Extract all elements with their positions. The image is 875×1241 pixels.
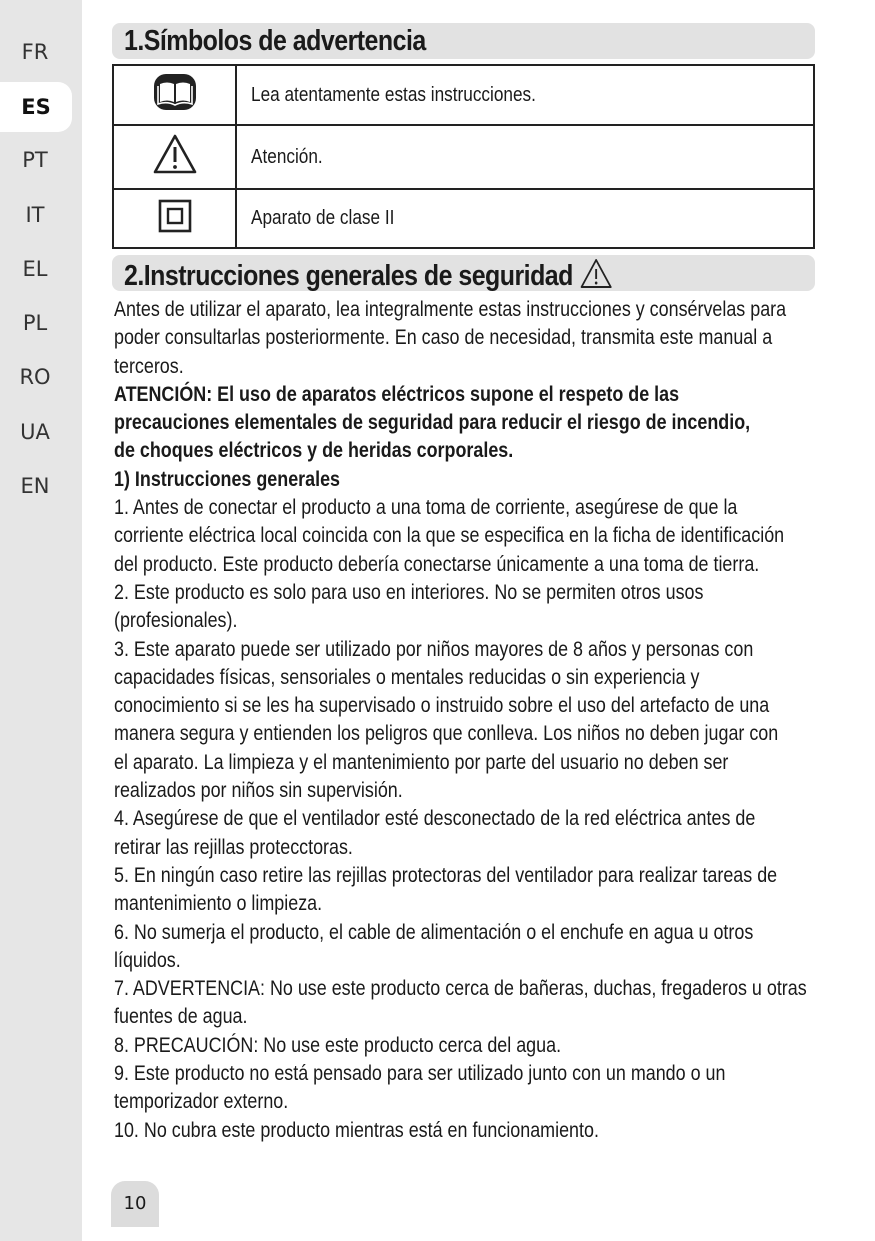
text-line: Antes de utilizar el aparato, lea integralmente estas instrucciones y consérvelas para bbox=[114, 298, 787, 321]
text-line: conocimiento si se les ha supervisado o instruido sobre el uso del artefacto de una bbox=[114, 694, 770, 718]
text-line: terceros. bbox=[114, 354, 184, 378]
text-line: 10. No cubra este producto mientras está en funcionamiento. bbox=[114, 1118, 599, 1142]
text-line: realizados por niños sin supervisión. bbox=[114, 779, 403, 803]
symbol-description: Aparato de clase II bbox=[236, 189, 814, 248]
lang-tab-it[interactable]: IT bbox=[25, 203, 45, 227]
lang-tab-pl[interactable]: PL bbox=[22, 311, 48, 335]
text-line: retirar las rejillas protecctoras. bbox=[114, 835, 353, 859]
text-line: 3. Este aparato puede ser utilizado por niños mayores de 8 años y personas con bbox=[114, 637, 754, 661]
bold-text-line: ATENCIÓN: El uso de aparatos eléctricos supone el respeto de las bbox=[114, 382, 680, 406]
lang-tab-fr[interactable]: FR bbox=[21, 40, 49, 64]
symbol-cell bbox=[113, 189, 236, 248]
text-line: temporizador externo. bbox=[114, 1090, 289, 1114]
safety-instructions-text bbox=[114, 296, 813, 1145]
text-line: 5. En ningún caso retire las rejillas protectoras del ventilador para realizar tareas de bbox=[114, 863, 778, 887]
text-line: 2. Este producto es solo para uso en interiores. No se permiten otros usos bbox=[114, 580, 704, 604]
class-ii-icon bbox=[158, 199, 192, 233]
bold-text-line: precauciones elementales de seguridad para reducir el riesgo de incendio, bbox=[114, 411, 751, 435]
lang-tab-ua[interactable]: UA bbox=[20, 420, 50, 444]
symbol-description: Lea atentamente estas instrucciones. bbox=[236, 65, 814, 125]
section-2-header bbox=[112, 255, 815, 291]
text-line: poder consultarlas posteriormente. En caso de necesidad, transmita este manual a bbox=[114, 326, 773, 350]
bold-text-line: de choques eléctricos y de heridas corporales. bbox=[114, 439, 514, 463]
warning-symbols-table bbox=[112, 64, 815, 249]
text-line: 1. Antes de conectar el producto a una toma de corriente, asegúrese de que la bbox=[114, 496, 738, 520]
table-row bbox=[113, 65, 814, 125]
text-line: 7. ADVERTENCIA: No use este producto cerca de bañeras, duchas, fregaderos u otras bbox=[114, 977, 807, 1001]
text-line: 8. PRECAUCIÓN: No use este producto cerca del agua. bbox=[114, 1033, 562, 1057]
text-line: mantenimiento o limpieza. bbox=[114, 892, 323, 916]
lang-tab-ro[interactable]: RO bbox=[19, 365, 51, 389]
text-line: 9. Este producto no está pensado para ser utilizado junto con un mando o un bbox=[114, 1062, 726, 1086]
page-number: 10 bbox=[111, 1181, 159, 1227]
text-line: 6. No sumerja el producto, el cable de alimentación o el enchufe en agua u otros bbox=[114, 920, 754, 944]
table-row bbox=[113, 125, 814, 189]
section-2-title: 2.Instrucciones generales de seguridad bbox=[124, 257, 614, 293]
lang-tab-en[interactable]: EN bbox=[20, 474, 50, 498]
warning-triangle-icon bbox=[152, 133, 198, 175]
table-row bbox=[113, 189, 814, 248]
bold-text-line: 1) Instrucciones generales bbox=[114, 467, 341, 491]
symbol-cell bbox=[113, 65, 236, 125]
text-line: capacidades físicas, sensoriales o mentales reducidas o sin experiencia y bbox=[114, 665, 700, 689]
text-line: 4. Asegúrese de que el ventilador esté desconectado de la red eléctrica antes de bbox=[114, 807, 756, 831]
section-1-title: 1.Símbolos de advertencia bbox=[124, 25, 426, 57]
text-line: manera segura y entienden los peligros que conlleva. Los niños no deben jugar con bbox=[114, 722, 779, 746]
book-icon bbox=[151, 72, 199, 112]
lang-tab-es[interactable]: ES bbox=[0, 82, 72, 132]
text-line: líquidos. bbox=[114, 948, 181, 972]
symbol-cell bbox=[113, 125, 236, 189]
language-sidebar bbox=[0, 0, 82, 1241]
text-line: fuentes de agua. bbox=[114, 1005, 248, 1029]
text-line: del producto. Este producto debería conectarse únicamente a una toma de tierra. bbox=[114, 552, 760, 576]
text-line: el aparato. La limpieza y el mantenimiento por parte del usuario no deben ser bbox=[114, 750, 729, 774]
section-1-header bbox=[112, 23, 815, 59]
text-line: (profesionales). bbox=[114, 609, 238, 633]
lang-tab-pt[interactable]: PT bbox=[22, 148, 48, 172]
lang-tab-el[interactable]: EL bbox=[22, 257, 48, 281]
warning-triangle-icon bbox=[579, 257, 613, 289]
symbol-description: Atención. bbox=[236, 125, 814, 189]
text-line: corriente eléctrica local coincida con la que se especifica en la ficha de identificación bbox=[114, 524, 785, 548]
